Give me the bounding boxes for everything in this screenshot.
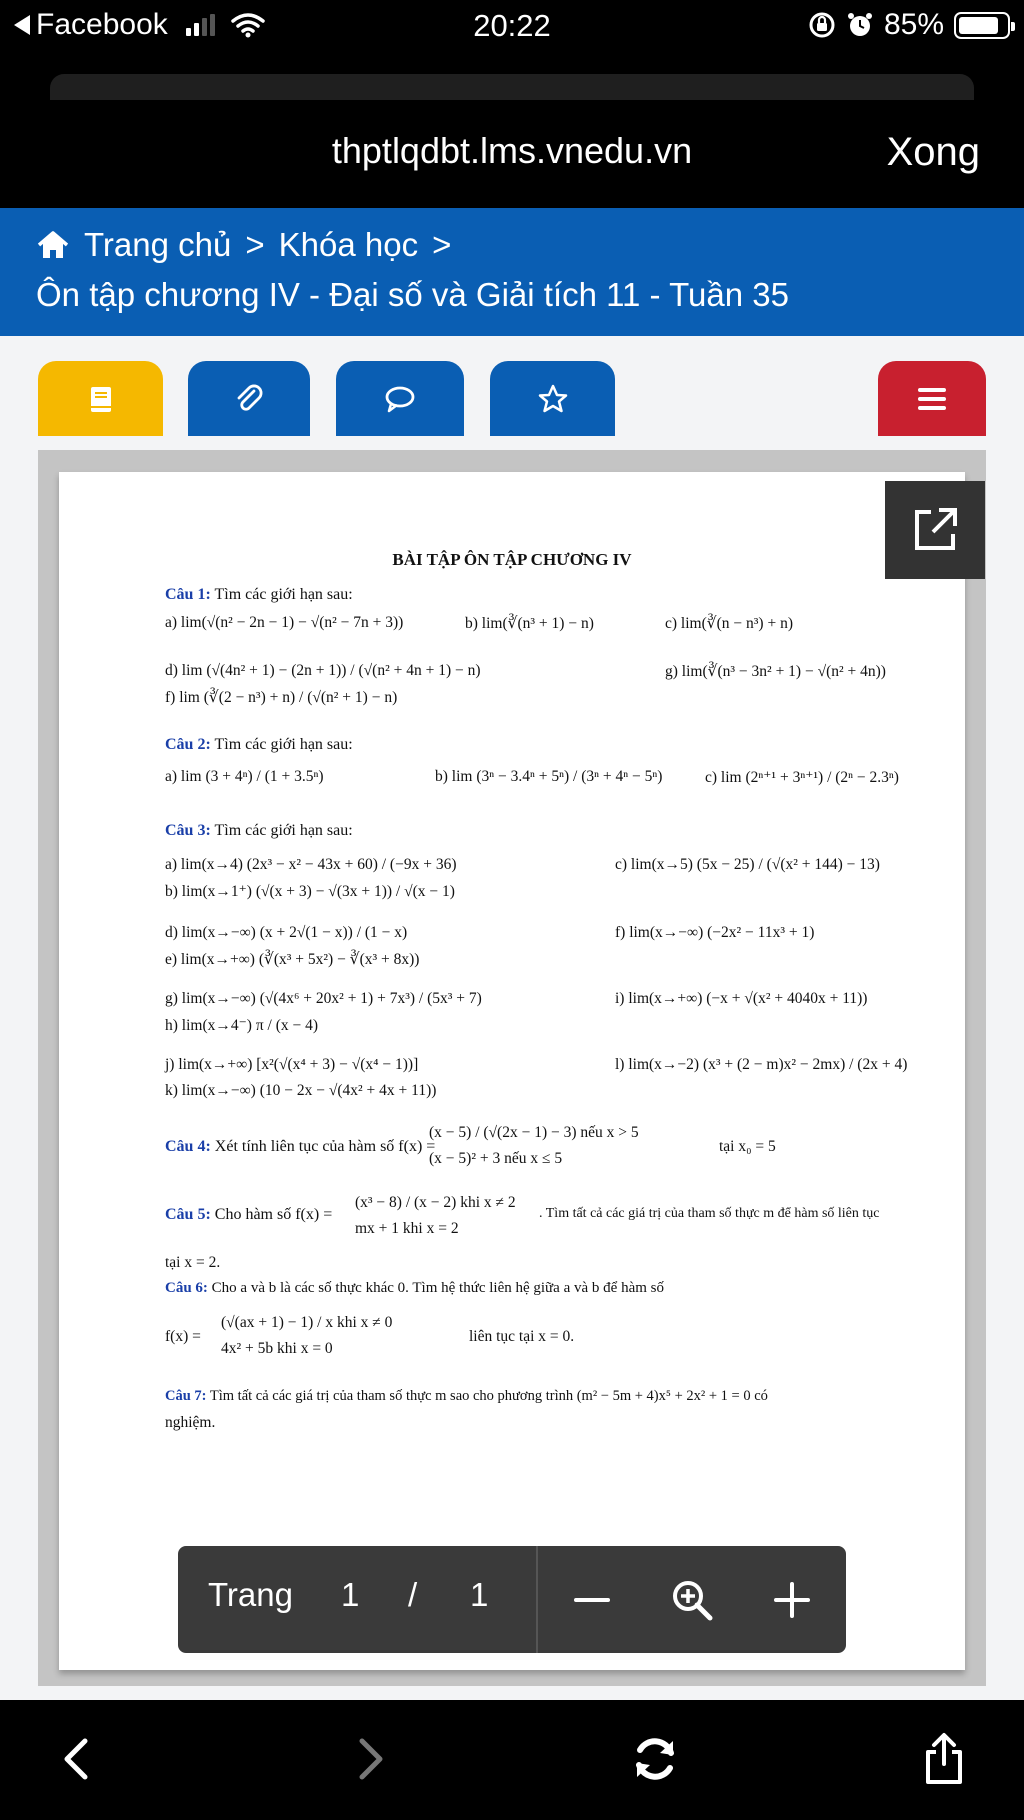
page-title: Ôn tập chương IV - Đại số và Giải tích 11 - Tuần 35 <box>36 276 789 313</box>
question-tail: tại x₀ = 5 <box>719 1138 776 1155</box>
forward-button[interactable] <box>335 1724 405 1794</box>
battery-fill <box>959 17 998 34</box>
question-label: Câu 4: <box>165 1138 211 1155</box>
rotation-lock-icon <box>808 11 836 39</box>
breadcrumb-separator-icon: > <box>432 226 452 263</box>
alarm-icon <box>846 11 874 39</box>
back-app-label: Facebook <box>36 8 168 41</box>
question-label: Câu 5: <box>165 1206 211 1223</box>
piecewise-case: (√(ax + 1) − 1) / x khi x ≠ 0 <box>221 1314 393 1331</box>
question-label: Câu 2: <box>165 736 211 753</box>
url-label[interactable]: thptlqdbt.lms.vnedu.vn <box>331 130 693 171</box>
exercise-item: a) lim(x→4) (2x³ − x² − 43x + 60) / (−9x + 36) <box>165 856 457 873</box>
menu-button[interactable] <box>878 361 986 436</box>
browser-bar <box>0 52 1024 208</box>
question-2 <box>165 736 353 754</box>
document-title: BÀI TẬP ÔN TẬP CHƯƠNG IV <box>392 550 632 569</box>
piecewise-case: 4x² + 5b khi x = 0 <box>221 1340 333 1357</box>
exercise-item: d) lim(x→−∞) (x + 2√(1 − x)) / (1 − x) <box>165 924 408 941</box>
question-1 <box>165 586 353 604</box>
clock: 20:22 <box>473 8 551 43</box>
exercise-item: c) lim(x→5) (5x − 25) / (√(x² + 144) − 13) <box>615 856 880 873</box>
exercise-item: i) lim(x→+∞) (−x + √(x² + 4040x + 11)) <box>615 990 868 1007</box>
course-header <box>0 208 1024 336</box>
open-external-icon <box>909 504 961 556</box>
exercise-item: k) lim(x→−∞) (10 − 2x − √(4x² + 4x + 11)) <box>165 1082 437 1099</box>
piecewise-case: mx + 1 khi x = 2 <box>355 1220 459 1237</box>
question-label: Câu 6: <box>165 1280 208 1296</box>
page-progress <box>50 74 974 100</box>
question-text: Xét tính liên tục của hàm số f(x) = <box>214 1138 436 1155</box>
minus-icon <box>572 1580 612 1620</box>
question-tail: tại x = 2. <box>165 1254 221 1271</box>
question-text: Tìm các giới hạn sau: <box>214 736 353 753</box>
question-text: Cho a và b là các số thực khác 0. Tìm hệ thức liên hệ giữa a và b để hàm số <box>211 1280 664 1296</box>
page-label: Trang <box>208 1576 293 1613</box>
question-6 <box>165 1280 664 1297</box>
attachment-button[interactable] <box>188 361 310 436</box>
question-7 <box>165 1388 768 1405</box>
menu-icon <box>915 382 949 416</box>
battery-icon <box>954 12 1010 39</box>
function-label: f(x) = <box>165 1328 201 1345</box>
open-external-button[interactable] <box>885 481 985 579</box>
question-4 <box>165 1138 435 1156</box>
breadcrumb-separator-icon: > <box>245 226 265 263</box>
exercise-item: l) lim(x→−2) (x³ + (2 − m)x² − 2mx) / (2x + 4) <box>615 1056 908 1073</box>
book-button[interactable] <box>38 361 163 436</box>
exercise-item: h) lim(x→4⁻) π / (x − 4) <box>165 1017 319 1034</box>
star-icon <box>536 382 570 416</box>
exercise-item: e) lim(x→+∞) (∛(x³ + 5x²) − ∛(x³ + 8x)) <box>165 951 420 968</box>
document-page <box>59 472 965 1670</box>
status-bar <box>0 0 1024 52</box>
share-button[interactable] <box>909 1724 979 1794</box>
page-control <box>178 1546 846 1653</box>
plus-icon <box>772 1580 812 1620</box>
exercise-item: f) lim (∛(2 − n³) + n) / (√(n² + 1) − n) <box>165 689 398 706</box>
total-pages: 1 <box>470 1576 489 1613</box>
question-text: Tìm các giới hạn sau: <box>214 822 353 839</box>
question-5 <box>165 1206 332 1224</box>
breadcrumb-courses[interactable]: Khóa học <box>278 226 419 263</box>
comment-button[interactable] <box>336 361 464 436</box>
zoom-reset-button[interactable] <box>662 1570 722 1630</box>
exercise-item: j) lim(x→+∞) [x²(√(x⁴ + 3) − √(x⁴ − 1))] <box>165 1056 419 1073</box>
course-toolbar <box>0 336 1024 436</box>
zoom-out-button[interactable] <box>562 1570 622 1630</box>
favorite-button[interactable] <box>490 361 615 436</box>
exercise-item: a) lim (3 + 4ⁿ) / (1 + 3.5ⁿ) <box>165 768 324 785</box>
exercise-item: b) lim (3ⁿ − 3.4ⁿ + 5ⁿ) / (3ⁿ + 4ⁿ − 5ⁿ) <box>435 768 663 785</box>
done-button[interactable]: Xong <box>886 130 980 174</box>
exercise-item: g) lim(∛(n³ − 3n² + 1) − √(n² + 4n)) <box>665 663 886 680</box>
back-icon <box>57 1737 97 1781</box>
document-frame <box>38 450 986 1686</box>
forward-icon <box>350 1737 390 1781</box>
exercise-item: a) lim(√(n² − 2n − 1) − √(n² − 7n + 3)) <box>165 614 404 631</box>
zoom-in-button[interactable] <box>762 1570 822 1630</box>
breadcrumb <box>36 226 451 264</box>
comment-icon <box>383 382 417 416</box>
question-label: Câu 7: <box>165 1388 207 1404</box>
exercise-item: f) lim(x→−∞) (−2x² − 11x³ + 1) <box>615 924 815 941</box>
question-tail: nghiệm. <box>165 1414 216 1431</box>
piecewise-case: (x − 5) / (√(2x − 1) − 3) nếu x > 5 <box>429 1124 639 1141</box>
question-text: Tìm các giới hạn sau: <box>214 586 353 603</box>
home-icon <box>36 230 70 260</box>
exercise-item: d) lim (√(4n² + 1) − (2n + 1)) / (√(n² + 4n + 1) − n) <box>165 662 481 679</box>
bottom-navigation <box>0 1700 1024 1820</box>
piecewise-case: (x − 5)² + 3 nếu x ≤ 5 <box>429 1150 563 1167</box>
battery-percent: 85% <box>883 8 944 41</box>
exercise-item: b) lim(x→1⁺) (√(x + 3) − √(3x + 1)) / √(x − 1) <box>165 883 455 900</box>
exercise-item: c) lim (2ⁿ⁺¹ + 3ⁿ⁺¹) / (2ⁿ − 2.3ⁿ) <box>705 769 899 786</box>
question-tail: . Tìm tất cả các giá trị của tham số thực m để hàm số liên tục <box>539 1206 880 1221</box>
piecewise-case: (x³ − 8) / (x − 2) khi x ≠ 2 <box>355 1194 516 1211</box>
question-label: Câu 1: <box>165 586 211 603</box>
book-icon <box>84 382 118 416</box>
breadcrumb-home[interactable]: Trang chủ <box>84 226 232 263</box>
question-tail: liên tục tại x = 0. <box>469 1328 575 1345</box>
question-text: Cho hàm số f(x) = <box>214 1206 333 1223</box>
page-separator: / <box>408 1576 418 1613</box>
divider <box>536 1546 538 1653</box>
paperclip-icon <box>232 382 266 416</box>
reload-icon <box>629 1733 681 1785</box>
exercise-item: c) lim(∛(n − n³) + n) <box>665 615 793 632</box>
question-label: Câu 3: <box>165 822 211 839</box>
share-icon <box>922 1732 966 1786</box>
back-button[interactable] <box>42 1724 112 1794</box>
magnifier-plus-icon <box>669 1577 715 1623</box>
reload-button[interactable] <box>620 1724 690 1794</box>
exercise-item: g) lim(x→−∞) (√(4x⁶ + 20x² + 1) + 7x³) / (5x³ + 7) <box>165 990 482 1007</box>
question-3 <box>165 822 353 840</box>
exercise-item: b) lim(∛(n³ + 1) − n) <box>465 615 594 632</box>
document-viewer[interactable] <box>0 436 1024 1700</box>
current-page[interactable]: 1 <box>341 1576 360 1613</box>
question-text: Tìm tất cả các giá trị của tham số thực m sao cho phương trình (m² − 5m + 4)x⁵ + 2x² + 1 = 0 có <box>209 1388 768 1404</box>
